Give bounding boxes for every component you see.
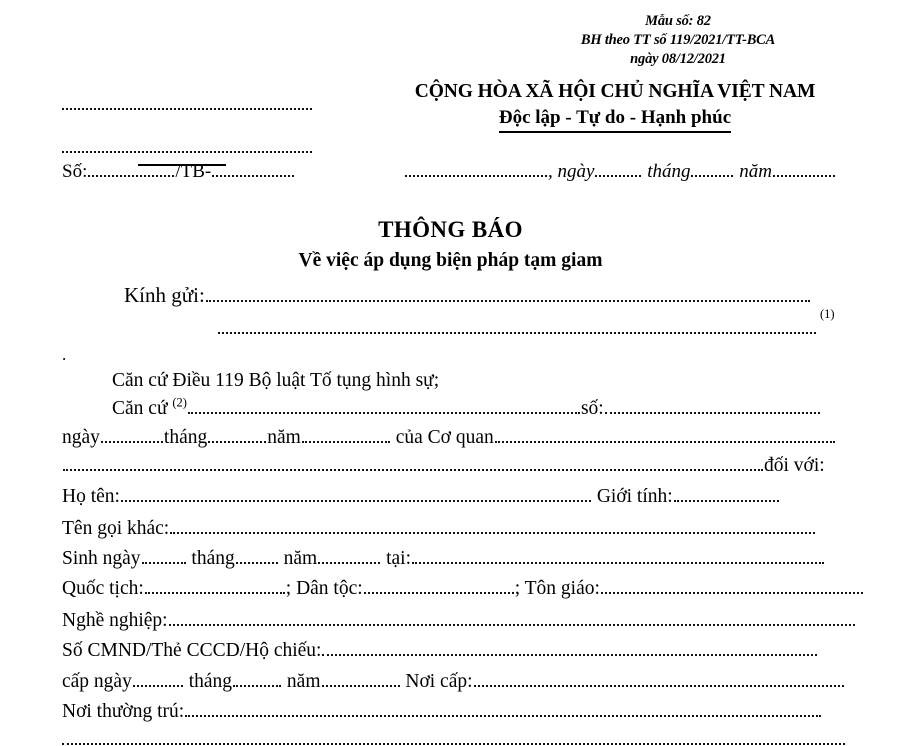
residence-label: Nơi thường trú: [62, 701, 185, 722]
document-subtitle: Về việc áp dụng biện pháp tạm giam [298, 250, 603, 271]
date-month-input[interactable] [691, 161, 733, 177]
occupation-line [62, 608, 856, 634]
religion-input[interactable] [601, 578, 863, 594]
gender-label: Giới tính: [596, 486, 673, 507]
residence-input-second-line[interactable] [62, 725, 845, 745]
document-number-label: Số: [62, 161, 88, 182]
document-number-input[interactable] [88, 161, 174, 177]
form-code-block [513, 12, 843, 69]
issued-month-label: tháng [188, 671, 233, 692]
issued-day-label: cấp ngày [62, 671, 132, 692]
document-number-separator: /TB- [175, 161, 212, 182]
legal-basis-1-text: Căn cứ Điều 119 Bộ luật Tố tụng hình sự; [112, 370, 440, 391]
full-name-line [62, 484, 780, 510]
country-name: CỘNG HÒA XÃ HỘI CHỦ NGHĨA VIỆT NAM [414, 81, 816, 102]
issuing-agency-block [62, 84, 312, 166]
applied-to-input[interactable] [63, 455, 763, 471]
occupation-input[interactable] [169, 610, 855, 626]
birth-month-label: tháng [191, 548, 235, 569]
gender-input[interactable] [674, 486, 779, 502]
birth-place-label: tại: [386, 548, 411, 569]
place-date-line [404, 159, 836, 185]
agency-line-2[interactable] [62, 127, 312, 153]
full-name-label: Họ tên: [62, 486, 120, 507]
ethnicity-label: ; Dân tộc: [285, 578, 363, 599]
birth-year-label: năm [283, 548, 318, 569]
agency-label: của Cơ quan [395, 427, 494, 448]
recipient-input-second-line[interactable] [218, 310, 816, 334]
birth-place-input[interactable] [412, 548, 824, 564]
form-code-line-2: BH theo TT số 119/2021/TT-BCA [580, 32, 776, 48]
issued-place-input[interactable] [474, 671, 844, 687]
date-comma: , [548, 161, 553, 182]
decision-year-input[interactable] [302, 427, 390, 443]
id-issued-line [62, 669, 845, 695]
date-day-label: ngày [557, 161, 595, 182]
recipient-input[interactable] [206, 285, 810, 302]
issued-year-label: năm [286, 671, 321, 692]
religion-label: ; Tôn giáo: [514, 578, 600, 599]
full-name-input[interactable] [121, 486, 591, 502]
document-title-block [0, 215, 901, 275]
nationality-label: Quốc tịch: [62, 578, 144, 599]
legal-basis-2-number-label: số: [580, 398, 604, 419]
id-number-input[interactable] [322, 640, 817, 656]
recipient-label: Kính gửi: [124, 283, 205, 307]
agency-input[interactable] [495, 427, 835, 443]
issued-year-input[interactable] [322, 671, 400, 687]
nationality-input[interactable] [145, 578, 285, 594]
applied-to-line [62, 453, 825, 479]
id-number-label: Số CMND/Thẻ CCCD/Hộ chiếu: [62, 640, 322, 661]
alias-line [62, 516, 816, 542]
legal-basis-2-label: Căn cứ [112, 398, 168, 419]
decision-month-label: tháng [163, 427, 208, 448]
form-code-line-1: Mẫu số: 82 [645, 13, 711, 29]
ethnicity-input[interactable] [364, 578, 514, 594]
birth-day-input[interactable] [142, 548, 186, 564]
date-month-label: tháng [647, 161, 691, 182]
applied-to-label: đối với: [764, 455, 825, 476]
occupation-label: Nghề nghiệp: [62, 610, 168, 631]
legal-basis-line-2 [112, 396, 821, 422]
decision-day-input[interactable] [101, 427, 163, 443]
decision-month-input[interactable] [208, 427, 266, 443]
birth-year-input[interactable] [318, 548, 380, 564]
decision-date-agency-line [62, 425, 836, 451]
birth-line [62, 546, 825, 572]
legal-basis-2-input[interactable] [188, 398, 580, 414]
document-title: THÔNG BÁO [378, 217, 523, 242]
legal-basis-line-1 [112, 368, 439, 394]
issued-place-label: Nơi cấp: [405, 671, 473, 692]
date-day-input[interactable] [595, 161, 641, 177]
decision-year-label: năm [267, 427, 301, 448]
document-number-suffix-input[interactable] [212, 161, 294, 177]
birth-day-label: Sinh ngày [62, 548, 141, 569]
alias-input[interactable] [170, 518, 815, 534]
document-number-line [62, 159, 295, 185]
issued-day-input[interactable] [133, 671, 183, 687]
nationality-line [62, 576, 864, 602]
birth-month-input[interactable] [236, 548, 278, 564]
issued-month-input[interactable] [233, 671, 281, 687]
footnote-marker-2: (2) [172, 395, 187, 410]
stray-mark: . [62, 345, 67, 364]
alias-label: Tên gọi khác: [62, 518, 170, 539]
residence-line [62, 699, 822, 725]
date-year-input[interactable] [773, 161, 835, 177]
national-motto: Độc lập - Tự do - Hạnh phúc [499, 106, 731, 133]
form-code-line-3: ngày 08/12/2021 [630, 51, 726, 67]
decision-day-label: ngày [62, 427, 100, 448]
recipient-line [124, 281, 811, 309]
id-number-line [62, 638, 818, 664]
date-year-label: năm [739, 161, 772, 182]
residence-input[interactable] [185, 701, 821, 717]
place-input[interactable] [405, 161, 547, 177]
national-heading [390, 80, 840, 133]
footnote-marker-1: (1) [820, 307, 835, 321]
legal-basis-2-number-input[interactable] [605, 398, 820, 414]
agency-line-1[interactable] [62, 84, 312, 110]
